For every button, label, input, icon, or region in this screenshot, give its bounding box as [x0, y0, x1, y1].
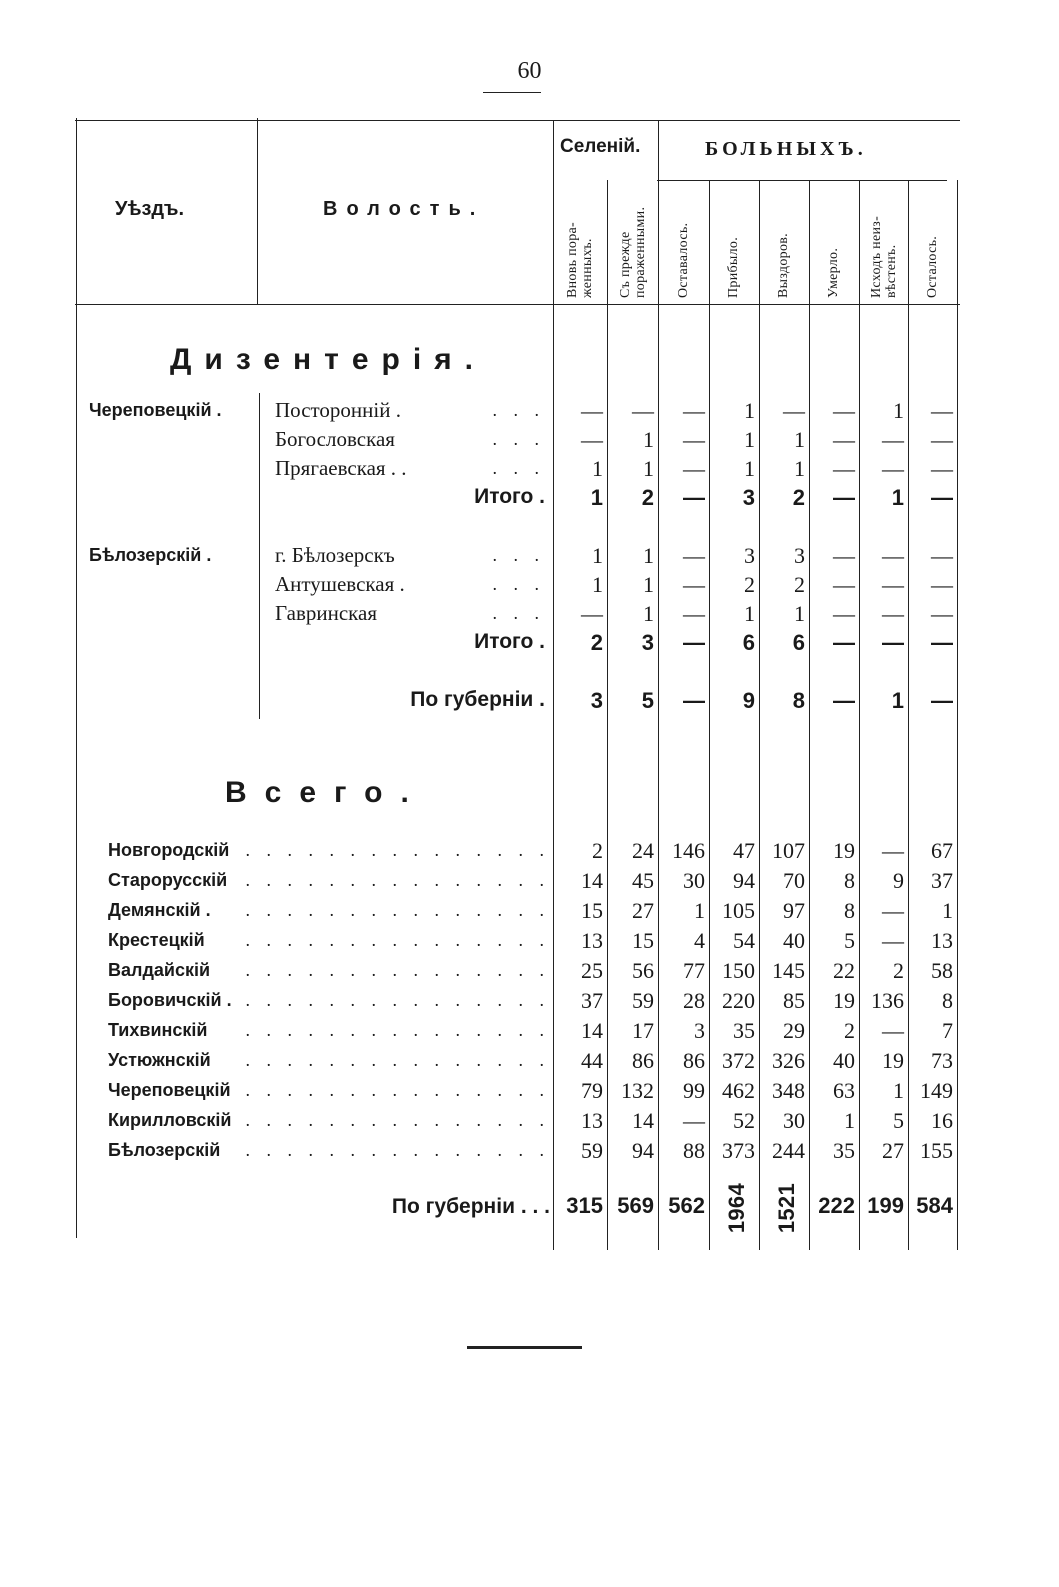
data-cell: 136 [871, 988, 904, 1013]
data-cell: 25 [581, 958, 603, 983]
data-cell: 35 [733, 1018, 755, 1043]
data-cell: 1 [643, 543, 654, 568]
data-cell: 17 [632, 1018, 654, 1043]
data-cell: 1 [794, 427, 805, 452]
data-cell: 2 [893, 958, 904, 983]
leader-dots: . . . [492, 545, 545, 565]
data-cell: — [632, 398, 654, 423]
data-cell: 45 [632, 868, 654, 893]
data-cell: — [882, 572, 904, 597]
volost-name: Гавринская [275, 601, 378, 625]
data-cell: 8 [844, 898, 855, 923]
leader-dots: . . . [492, 458, 545, 478]
data-cell: — [833, 630, 855, 655]
data-cell: 1 [744, 456, 755, 481]
data-cell: 222 [818, 1193, 855, 1218]
data-cell: — [833, 456, 855, 481]
data-cell: 44 [581, 1048, 603, 1073]
column-header: Оставалось. [675, 222, 691, 298]
data-cell: — [931, 572, 953, 597]
uezd-name: Череповецкій [108, 1080, 231, 1100]
data-cell: 52 [733, 1108, 755, 1133]
column-header: Выздоров. [776, 233, 791, 298]
data-cell: 145 [772, 958, 805, 983]
header-bolnykh: БОЛЬНЫХЪ. [705, 138, 867, 160]
data-cell: 19 [833, 988, 855, 1013]
data-cell: 2 [590, 630, 603, 655]
uezd-divider-body [259, 393, 260, 719]
data-cell: 28 [683, 988, 705, 1013]
data-cell: 372 [722, 1048, 755, 1073]
data-cell: 1 [643, 572, 654, 597]
data-cell: 8 [844, 868, 855, 893]
volost-name: Антушевская . [275, 572, 405, 596]
leader-dots: . . . [492, 429, 545, 449]
data-cell: 19 [833, 838, 855, 863]
data-cell: 2 [794, 572, 805, 597]
data-cell: 9 [742, 688, 755, 713]
data-cell: 94 [733, 868, 755, 893]
data-cell: — [683, 456, 705, 481]
data-cell: 77 [683, 958, 705, 983]
leader-dots: . . . . . . . . . . . . . . . [245, 840, 550, 860]
itogo-label: Итого . [474, 630, 545, 653]
data-cell: 107 [772, 838, 805, 863]
data-cell: 1 [794, 456, 805, 481]
data-cell: 27 [632, 898, 654, 923]
header-seleniy: Селеній. [560, 136, 641, 157]
data-cell: — [882, 928, 904, 953]
table-top-rule [75, 120, 960, 121]
data-cell: 105 [722, 898, 755, 923]
data-cell: 30 [683, 868, 705, 893]
data-cell: 86 [683, 1048, 705, 1073]
data-cell: 13 [581, 1108, 603, 1133]
bottom-rule [467, 1346, 582, 1349]
data-cell: 73 [931, 1048, 953, 1073]
data-cell: 155 [920, 1138, 953, 1163]
uezd-name: Бѣлозерскій . [89, 545, 212, 565]
data-cell: — [882, 1018, 904, 1043]
page-number: 60 [517, 58, 542, 84]
data-cell: 59 [632, 988, 654, 1013]
data-cell: 1 [643, 427, 654, 452]
column-header: Умерло. [826, 247, 841, 298]
data-cell: — [931, 688, 953, 713]
data-cell: 1 [643, 456, 654, 481]
data-cell: 13 [581, 928, 603, 953]
column-rule [553, 120, 554, 1250]
uezd-name: Устюжнскій [108, 1050, 211, 1070]
data-cell: — [683, 485, 705, 510]
data-cell: 58 [931, 958, 953, 983]
data-cell: 3 [641, 630, 654, 655]
data-cell: 1 [590, 485, 603, 510]
data-cell: 3 [742, 485, 755, 510]
data-cell: 2 [744, 572, 755, 597]
data-cell: — [683, 688, 705, 713]
data-cell: 1 [844, 1108, 855, 1133]
column-header: Осталось. [924, 235, 940, 298]
data-cell: — [931, 456, 953, 481]
data-cell: — [833, 543, 855, 568]
data-cell: 8 [942, 988, 953, 1013]
data-cell: 1 [891, 485, 904, 510]
data-cell: 79 [581, 1078, 603, 1103]
leader-dots: . . . [492, 574, 545, 594]
header-bottom-rule [75, 304, 960, 305]
data-cell: 150 [722, 958, 755, 983]
data-cell: 29 [783, 1018, 805, 1043]
data-cell: 2 [844, 1018, 855, 1043]
data-cell: — [683, 1108, 705, 1133]
data-cell: 9 [893, 868, 904, 893]
volost-name: Прягаевская . . [275, 456, 407, 480]
data-cell: 3 [744, 543, 755, 568]
itogo-label: Итого . [474, 485, 545, 508]
data-cell: 14 [632, 1108, 654, 1133]
data-cell: 14 [581, 1018, 603, 1043]
data-cell: 1 [744, 398, 755, 423]
data-cell: 132 [621, 1078, 654, 1103]
data-cell: 5 [641, 688, 654, 713]
data-cell: 4 [694, 928, 705, 953]
uezd-name: Боровичскій . [108, 990, 232, 1010]
data-cell: 1 [694, 898, 705, 923]
uezd-name: Череповецкій . [89, 400, 222, 420]
data-cell: — [882, 898, 904, 923]
data-cell: — [833, 572, 855, 597]
column-header: Прибыло. [726, 236, 741, 298]
data-cell: 97 [783, 898, 805, 923]
data-cell: 1 [592, 543, 603, 568]
data-cell: 67 [931, 838, 953, 863]
uezd-name: Старорусскій [108, 870, 228, 890]
data-cell: 569 [617, 1193, 654, 1218]
leader-dots: . . . . . . . . . . . . . . . [245, 960, 550, 980]
data-cell: — [882, 838, 904, 863]
data-cell: 2 [592, 838, 603, 863]
data-cell: — [833, 485, 855, 510]
column-header: Исходъ неиз-вѣстенъ. [868, 215, 899, 298]
data-cell: 1 [891, 688, 904, 713]
data-cell: 30 [783, 1108, 805, 1133]
column-rule [859, 180, 860, 1250]
column-rule [908, 180, 909, 1250]
volost-name: Богословская [275, 427, 395, 451]
column-header: Съ прежде пораженными. [617, 206, 648, 298]
uezd-name: Крестецкій [108, 930, 205, 950]
data-cell: 37 [931, 868, 953, 893]
leader-dots: . . . . . . . . . . . . . . . [245, 1140, 550, 1160]
leader-dots: . . . . . . . . . . . . . . . [245, 930, 550, 950]
data-cell: — [931, 630, 953, 655]
data-cell: 19 [882, 1048, 904, 1073]
data-cell: 40 [783, 928, 805, 953]
data-cell: 99 [683, 1078, 705, 1103]
data-cell: 27 [882, 1138, 904, 1163]
data-cell: 584 [916, 1193, 953, 1218]
data-cell: 1 [893, 398, 904, 423]
data-cell: 15 [581, 898, 603, 923]
data-cell: 7 [942, 1018, 953, 1043]
data-cell: 85 [783, 988, 805, 1013]
data-cell: 244 [772, 1138, 805, 1163]
data-cell: — [683, 572, 705, 597]
data-cell: 13 [931, 928, 953, 953]
data-cell: 199 [867, 1193, 904, 1218]
data-cell: — [581, 601, 603, 626]
volost-name: Посторонній . [275, 398, 401, 422]
data-cell: 2 [641, 485, 654, 510]
data-cell: 54 [733, 928, 755, 953]
leader-dots: . . . . . . . . . . . . . . . [245, 870, 550, 890]
data-cell: 315 [566, 1193, 603, 1218]
data-cell: — [931, 601, 953, 626]
data-cell: 86 [632, 1048, 654, 1073]
leader-dots: . . . . . . . . . . . . . . . [245, 1080, 550, 1100]
data-cell: 22 [833, 958, 855, 983]
data-cell: 70 [783, 868, 805, 893]
page-number-rule [483, 92, 541, 93]
leader-dots: . . . [492, 603, 545, 623]
data-cell: — [833, 688, 855, 713]
data-cell: 1 [643, 601, 654, 626]
data-cell: 5 [893, 1108, 904, 1133]
column-rule [658, 120, 659, 1250]
data-cell: — [683, 630, 705, 655]
province-total-label: По губерніи . . . [391, 1195, 550, 1218]
data-cell: 1 [744, 427, 755, 452]
left-border [76, 118, 77, 1238]
data-cell: — [683, 543, 705, 568]
data-cell: 14 [581, 868, 603, 893]
volost-name: г. Бѣлозерскъ [275, 543, 395, 567]
data-cell: 1 [592, 572, 603, 597]
column-rule [759, 180, 760, 1250]
uezd-name: Тихвинскій [108, 1020, 208, 1040]
data-cell: — [882, 456, 904, 481]
data-cell: — [882, 543, 904, 568]
data-cell: 16 [931, 1108, 953, 1133]
data-cell: 220 [722, 988, 755, 1013]
total-cell: 1521 [774, 1183, 799, 1234]
leader-dots: . . . . . . . . . . . . . . . [245, 1050, 550, 1070]
data-cell: 6 [742, 630, 755, 655]
data-cell: 59 [581, 1138, 603, 1163]
data-cell: 3 [590, 688, 603, 713]
data-cell: 3 [694, 1018, 705, 1043]
data-cell: 1 [592, 456, 603, 481]
data-cell: 40 [833, 1048, 855, 1073]
total-cell: 1964 [724, 1183, 749, 1234]
data-cell: 462 [722, 1078, 755, 1103]
uezd-divider-header [257, 118, 258, 304]
data-cell: 8 [792, 688, 805, 713]
data-cell: 24 [632, 838, 654, 863]
data-cell: 35 [833, 1138, 855, 1163]
data-cell: — [833, 427, 855, 452]
data-cell: 5 [844, 928, 855, 953]
leader-dots: . . . . . . . . . . . . . . . [245, 990, 550, 1010]
data-cell: — [931, 543, 953, 568]
uezd-name: Кирилловскій [108, 1110, 232, 1130]
data-cell: — [931, 427, 953, 452]
data-cell: 47 [733, 838, 755, 863]
data-cell: — [931, 485, 953, 510]
leader-dots: . . . . . . . . . . . . . . . [245, 1020, 550, 1040]
column-header: Вновь пора-женныхъ. [565, 222, 595, 298]
column-rule [607, 180, 608, 1250]
province-total-label: По губерніи . [410, 688, 545, 711]
uezd-name: Бѣлозерскій [108, 1140, 221, 1160]
data-cell: 88 [683, 1138, 705, 1163]
column-rule [809, 180, 810, 1250]
data-cell: 3 [794, 543, 805, 568]
data-cell: 146 [672, 838, 705, 863]
uezd-name: Валдайскій [108, 960, 211, 980]
data-cell: 562 [668, 1193, 705, 1218]
data-cell: — [683, 601, 705, 626]
data-cell: 37 [581, 988, 603, 1013]
data-cell: 2 [792, 485, 805, 510]
bolnykh-rule [657, 180, 947, 181]
column-rule [957, 180, 958, 1250]
data-cell: 149 [920, 1078, 953, 1103]
data-cell: 63 [833, 1078, 855, 1103]
data-cell: — [833, 398, 855, 423]
data-cell: — [882, 427, 904, 452]
data-cell: — [581, 427, 603, 452]
leader-dots: . . . . . . . . . . . . . . . [245, 900, 550, 920]
section-title-dysentery: Дизентерія. [170, 343, 487, 376]
data-cell: — [683, 427, 705, 452]
data-cell: 6 [792, 630, 805, 655]
data-cell: 326 [772, 1048, 805, 1073]
uezd-name: Демянскій . [108, 900, 211, 920]
data-cell: 1 [794, 601, 805, 626]
data-cell: — [833, 601, 855, 626]
data-cell: 15 [632, 928, 654, 953]
data-cell: — [783, 398, 805, 423]
data-cell: — [581, 398, 603, 423]
data-cell: 373 [722, 1138, 755, 1163]
section-title-total: Всего. [225, 776, 427, 809]
data-cell: 1 [744, 601, 755, 626]
column-rule [709, 180, 710, 1250]
statistics-table [75, 118, 970, 1253]
header-volost: Волость. [323, 198, 485, 220]
data-cell: — [683, 398, 705, 423]
data-cell: 348 [772, 1078, 805, 1103]
data-cell: 94 [632, 1138, 654, 1163]
data-cell: 56 [632, 958, 654, 983]
leader-dots: . . . [492, 400, 545, 420]
data-cell: — [931, 398, 953, 423]
data-cell: — [882, 630, 904, 655]
data-cell: 1 [942, 898, 953, 923]
uezd-name: Новгородскій [108, 840, 230, 860]
leader-dots: . . . . . . . . . . . . . . . [245, 1110, 550, 1130]
data-cell: 1 [893, 1078, 904, 1103]
data-cell: — [882, 601, 904, 626]
header-uezd: Уѣздъ. [115, 198, 185, 220]
